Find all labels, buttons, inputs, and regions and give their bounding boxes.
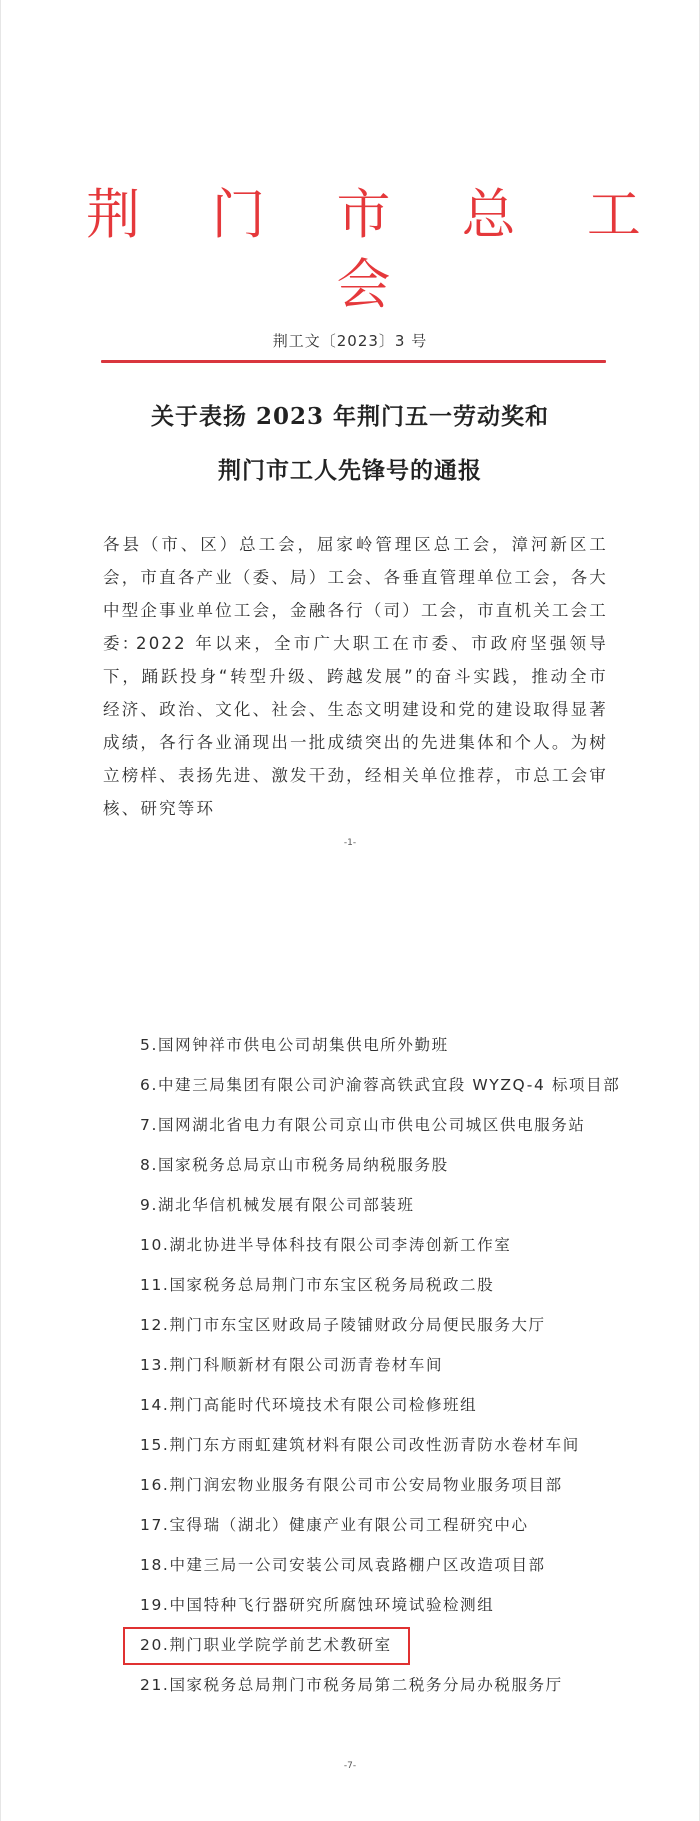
award-recipient-list <box>140 1025 660 1705</box>
list-item: 16.荆门润宏物业服务有限公司市公安局物业服务项目部 <box>140 1476 563 1494</box>
notice-title-line-1: 关于表扬 2023 年荆门五一劳动奖和 <box>150 403 550 430</box>
list-item-text: 国网钟祥市供电公司胡集供电所外勤班 <box>158 1036 449 1054</box>
list-item-text: 荆门市东宝区财政局子陵铺财政分局便民服务大厅 <box>169 1316 546 1334</box>
list-item-text: 荆门高能时代环境技术有限公司检修班组 <box>169 1396 478 1414</box>
list-item: 7.国网湖北省电力有限公司京山市供电公司城区供电服务站 <box>140 1116 586 1134</box>
page-number-1: -1- <box>343 838 357 848</box>
list-item: 11.国家税务总局荆门市东宝区税务局税政二股 <box>140 1276 495 1294</box>
list-item-text: 国家税务总局荆门市东宝区税务局税政二股 <box>169 1276 495 1294</box>
list-item: 21.国家税务总局荆门市税务局第二税务分局办税服务厅 <box>140 1676 563 1694</box>
list-item-text: 国家税务总局京山市税务局纳税服务股 <box>158 1156 449 1174</box>
list-item: 6.中建三局集团有限公司沪渝蓉高铁武宜段 WYZQ-4 标项目部 <box>140 1076 621 1094</box>
list-item-text: 国家税务总局荆门市税务局第二税务分局办税服务厅 <box>169 1676 563 1694</box>
list-item-text: 国网湖北省电力有限公司京山市供电公司城区供电服务站 <box>158 1116 586 1134</box>
list-item-text: 宝得瑞（湖北）健康产业有限公司工程研究中心 <box>169 1516 529 1534</box>
list-item: 18.中建三局一公司安装公司凤袁路棚户区改造项目部 <box>140 1556 546 1574</box>
list-item-text: 湖北华信机械发展有限公司部装班 <box>158 1196 415 1214</box>
document-number: 荆工文〔2023〕3 号 <box>272 332 428 350</box>
masthead-title: 荆 门 市 总 工 会 <box>86 183 668 316</box>
list-item: 12.荆门市东宝区财政局子陵铺财政分局便民服务大厅 <box>140 1316 546 1334</box>
body-paragraph: 2022 年以来，全市广大职工在市委、市政府坚强领导下，踊跃投身“转型升级、跨越发展”的奋斗实践，推动全市经济、政治、文化、社会、生态文明建设和党的建设取得显著成绩，各行各业涌现出一批成绩突出的先进集体和个人。为树立榜样、表扬先进、激发干劲，经相关单位推荐，市总工会审核、研究等环 <box>103 634 608 818</box>
list-item-text: 中国特种飞行器研究所腐蚀环境试验检测组 <box>169 1596 495 1614</box>
red-divider-rule <box>101 360 606 363</box>
list-item: 9.湖北华信机械发展有限公司部装班 <box>140 1196 415 1214</box>
list-item: 17.宝得瑞（湖北）健康产业有限公司工程研究中心 <box>140 1516 529 1534</box>
list-item: 15.荆门东方雨虹建筑材料有限公司改性沥青防水卷材车间 <box>140 1436 580 1454</box>
list-item-text: 荆门润宏物业服务有限公司市公安局物业服务项目部 <box>169 1476 563 1494</box>
list-item: 10.湖北协进半导体科技有限公司李涛创新工作室 <box>140 1236 512 1254</box>
list-item-highlighted: 20.荆门职业学院学前艺术教研室 <box>140 1625 660 1665</box>
list-item-text: 荆门科顺新材有限公司沥青卷材车间 <box>169 1356 444 1374</box>
list-item: 13.荆门科顺新材有限公司沥青卷材车间 <box>140 1356 444 1374</box>
list-item: 14.荆门高能时代环境技术有限公司检修班组 <box>140 1396 478 1414</box>
list-item-text: 湖北协进半导体科技有限公司李涛创新工作室 <box>169 1236 512 1254</box>
list-item: 5.国网钟祥市供电公司胡集供电所外勤班 <box>140 1036 449 1054</box>
list-item: 19.中国特种飞行器研究所腐蚀环境试验检测组 <box>140 1596 495 1614</box>
list-item-text: 荆门职业学院学前艺术教研室 <box>169 1636 392 1654</box>
notice-title-line-2: 荆门市工人先锋号的通报 <box>218 457 482 484</box>
salutation-paragraph: 各县（市、区）总工会，屈家岭管理区总工会，漳河新区工会，市直各产业（委、局）工会、各垂直管理单位工会，各大中型企事业单位工会，金融各行（司）工会，市直机关工会工委： <box>103 535 608 653</box>
list-item-text: 中建三局集团有限公司沪渝蓉高铁武宜段 WYZQ-4 标项目部 <box>158 1076 621 1094</box>
list-item-text: 中建三局一公司安装公司凤袁路棚户区改造项目部 <box>169 1556 546 1574</box>
list-item: 8.国家税务总局京山市税务局纳税服务股 <box>140 1156 449 1174</box>
list-item-text: 荆门东方雨虹建筑材料有限公司改性沥青防水卷材车间 <box>169 1436 580 1454</box>
page-number-7: -7- <box>343 1761 357 1771</box>
